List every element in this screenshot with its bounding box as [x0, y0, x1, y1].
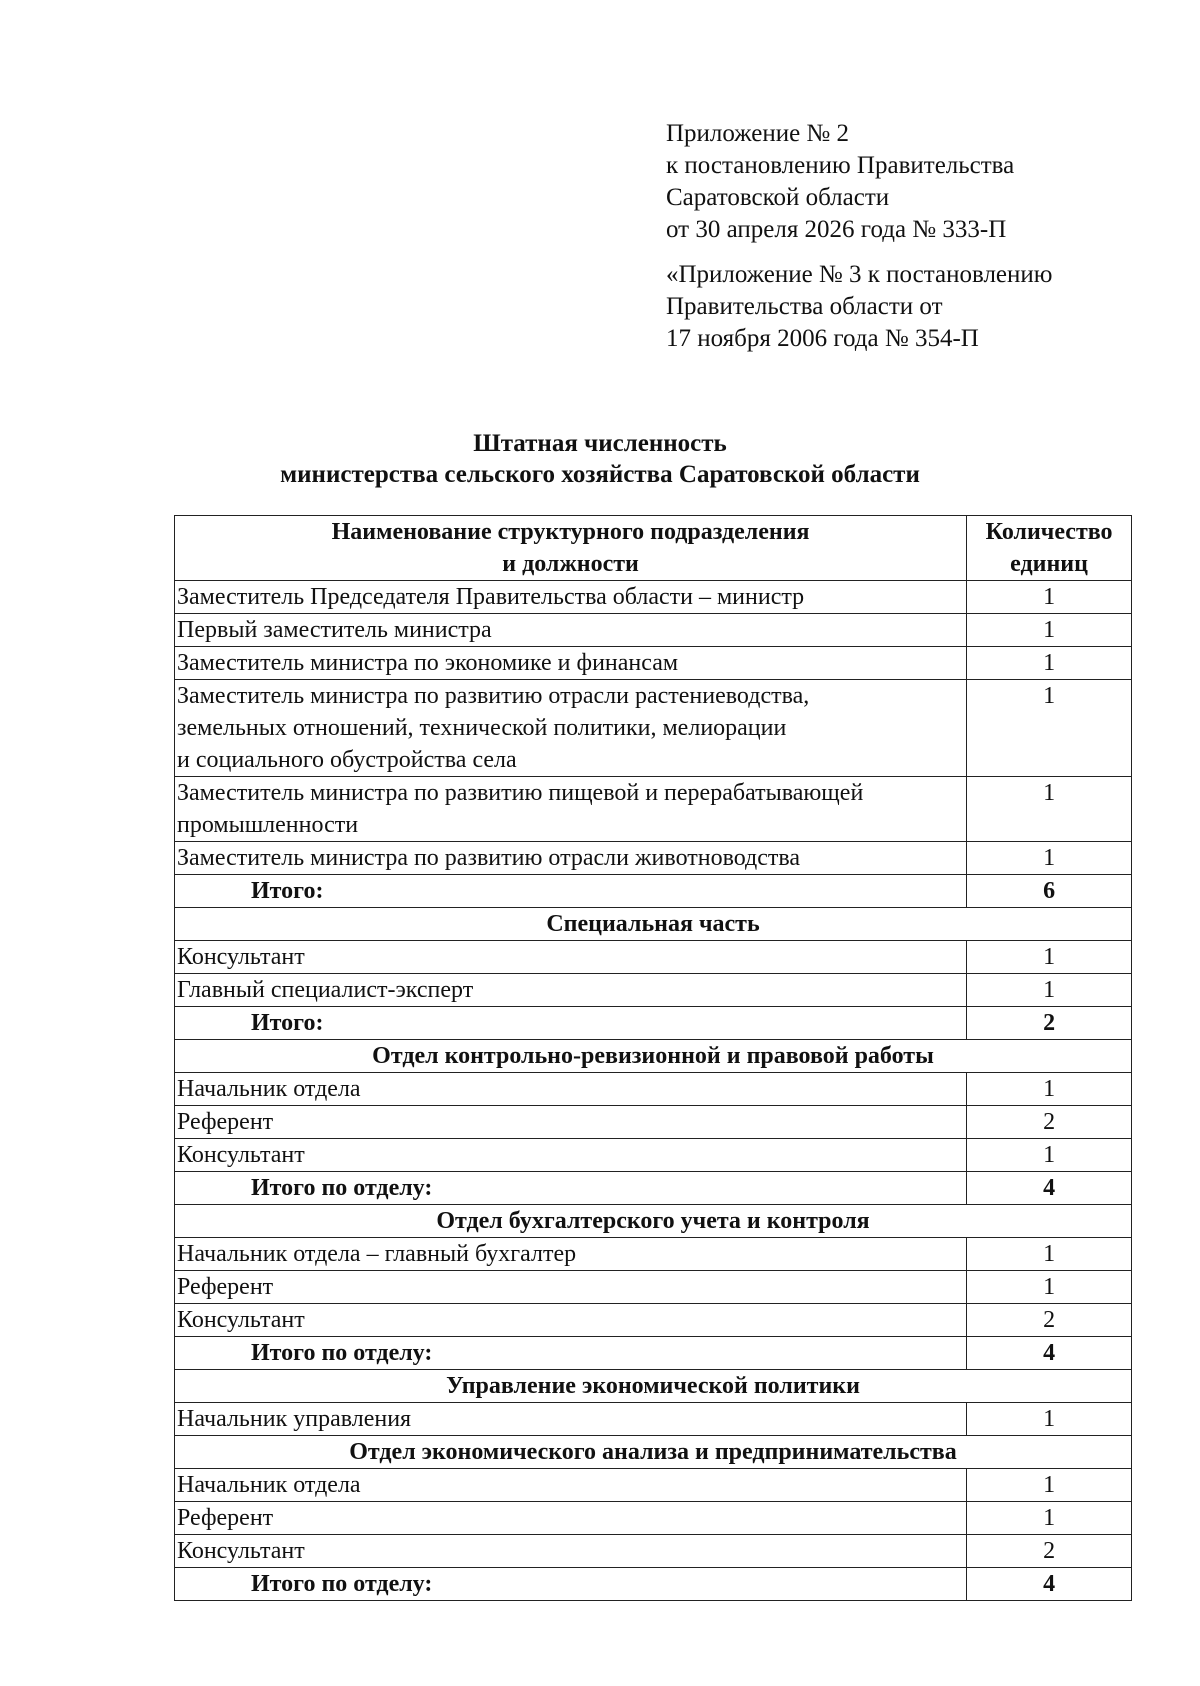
total-label: Итого по отделу:	[175, 1172, 967, 1205]
table-row	[175, 1271, 1132, 1304]
table-row	[175, 1535, 1132, 1568]
table-row	[175, 1403, 1132, 1436]
position-name-line: Референт	[177, 1505, 274, 1531]
table-row	[175, 1106, 1132, 1139]
section-row	[175, 1370, 1132, 1403]
annex-line: Саратовской области	[666, 184, 890, 211]
position-name	[175, 680, 967, 777]
position-quantity: 1	[967, 777, 1132, 842]
table-body	[175, 581, 1132, 1601]
section-title: Отдел контрольно-ревизионной и правовой работы	[175, 1040, 1132, 1073]
annex-line: Приложение № 2	[666, 120, 850, 147]
position-name-line: Заместитель министра по развитию пищевой и перерабатывающей	[177, 780, 864, 806]
total-quantity: 6	[967, 875, 1132, 908]
position-name-line: земельных отношений, технической политики, мелиорации	[177, 715, 787, 741]
table-row	[175, 647, 1132, 680]
section-title: Отдел экономического анализа и предпринимательства	[175, 1436, 1132, 1469]
total-label: Итого по отделу:	[175, 1568, 967, 1601]
position-name-line: Референт	[177, 1274, 274, 1300]
table-row	[175, 614, 1132, 647]
position-name-line: Заместитель Председателя Правительства области – министр	[177, 584, 805, 610]
position-name-line: Заместитель министра по развитию отрасли растениеводства,	[177, 683, 810, 709]
position-quantity: 1	[967, 1139, 1132, 1172]
position-name-line: Референт	[177, 1109, 274, 1135]
position-quantity: 2	[967, 1535, 1132, 1568]
header-qty-line: Количество	[985, 519, 1113, 545]
position-quantity: 1	[967, 1403, 1132, 1436]
position-name-line: Начальник отдела – главный бухгалтер	[177, 1241, 577, 1267]
annex-block-original	[666, 259, 1052, 355]
table-row	[175, 1304, 1132, 1337]
header-name	[175, 516, 967, 581]
total-row	[175, 1337, 1132, 1370]
table-row	[175, 974, 1132, 1007]
section-row	[175, 1205, 1132, 1238]
header-name-line: Наименование структурного подразделения	[331, 519, 810, 545]
position-name	[175, 1403, 967, 1436]
position-quantity: 1	[967, 842, 1132, 875]
table-row	[175, 941, 1132, 974]
position-name	[175, 1106, 967, 1139]
annex-line: от 30 апреля 2026 года № 333-П	[666, 216, 1007, 243]
title-line: министерства сельского хозяйства Саратовской области	[280, 461, 920, 488]
position-name	[175, 1073, 967, 1106]
position-name	[175, 614, 967, 647]
position-name-line: Консультант	[177, 944, 305, 970]
position-quantity: 2	[967, 1106, 1132, 1139]
position-quantity: 1	[967, 1271, 1132, 1304]
position-name	[175, 1502, 967, 1535]
total-quantity: 4	[967, 1337, 1132, 1370]
annex-header	[666, 118, 1052, 368]
section-title: Управление экономической политики	[175, 1370, 1132, 1403]
position-quantity: 1	[967, 647, 1132, 680]
annex-block-current	[666, 118, 1052, 246]
total-row	[175, 1172, 1132, 1205]
total-quantity: 4	[967, 1172, 1132, 1205]
header-quantity	[967, 516, 1132, 581]
section-title: Отдел бухгалтерского учета и контроля	[175, 1205, 1132, 1238]
position-name	[175, 842, 967, 875]
position-name-line: промышленности	[177, 812, 359, 838]
total-label: Итого:	[175, 875, 967, 908]
position-name-line: Консультант	[177, 1307, 305, 1333]
total-quantity: 2	[967, 1007, 1132, 1040]
position-name-line: Заместитель министра по экономике и финансам	[177, 650, 679, 676]
total-label: Итого по отделу:	[175, 1337, 967, 1370]
header-qty-line: единиц	[1010, 551, 1088, 577]
annex-line: к постановлению Правительства	[666, 152, 1015, 179]
table-row	[175, 777, 1132, 842]
position-name	[175, 647, 967, 680]
header-name-line: и должности	[502, 551, 639, 577]
staffing-table	[174, 515, 1132, 1601]
position-name-line: Консультант	[177, 1142, 305, 1168]
position-name	[175, 974, 967, 1007]
position-quantity: 1	[967, 1238, 1132, 1271]
position-quantity: 1	[967, 974, 1132, 1007]
position-name	[175, 777, 967, 842]
total-row	[175, 875, 1132, 908]
section-row	[175, 908, 1132, 941]
position-quantity: 1	[967, 941, 1132, 974]
annex-line: 17 ноября 2006 года № 354-П	[666, 325, 979, 352]
table-row	[175, 581, 1132, 614]
table-row	[175, 1502, 1132, 1535]
section-row	[175, 1436, 1132, 1469]
table-row	[175, 1139, 1132, 1172]
table-header-row	[175, 516, 1132, 581]
position-name-line: Начальник управления	[177, 1406, 412, 1432]
position-name	[175, 1469, 967, 1502]
table-row	[175, 842, 1132, 875]
position-quantity: 1	[967, 1502, 1132, 1535]
table-row	[175, 680, 1132, 777]
position-quantity: 1	[967, 680, 1132, 777]
position-name-line: Начальник отдела	[177, 1076, 361, 1102]
total-row	[175, 1007, 1132, 1040]
position-quantity: 2	[967, 1304, 1132, 1337]
position-name-line: и социального обустройства села	[177, 747, 517, 773]
position-quantity: 1	[967, 1469, 1132, 1502]
total-quantity: 4	[967, 1568, 1132, 1601]
position-name	[175, 1238, 967, 1271]
position-name	[175, 1271, 967, 1304]
position-name-line: Консультант	[177, 1538, 305, 1564]
position-name-line: Начальник отдела	[177, 1472, 361, 1498]
total-label: Итого:	[175, 1007, 967, 1040]
table-row	[175, 1469, 1132, 1502]
position-name	[175, 581, 967, 614]
position-name	[175, 1139, 967, 1172]
document-title	[0, 428, 1200, 490]
table-row	[175, 1073, 1132, 1106]
total-row	[175, 1568, 1132, 1601]
annex-line: «Приложение № 3 к постановлению	[666, 261, 1053, 288]
title-line: Штатная численность	[473, 430, 727, 457]
position-quantity: 1	[967, 1073, 1132, 1106]
position-name-line: Заместитель министра по развитию отрасли животноводства	[177, 845, 801, 871]
position-quantity: 1	[967, 581, 1132, 614]
position-quantity: 1	[967, 614, 1132, 647]
position-name	[175, 1535, 967, 1568]
position-name-line: Первый заместитель министра	[177, 617, 492, 643]
annex-line: Правительства области от	[666, 293, 943, 320]
position-name	[175, 1304, 967, 1337]
section-title: Специальная часть	[175, 908, 1132, 941]
table-row	[175, 1238, 1132, 1271]
section-row	[175, 1040, 1132, 1073]
position-name	[175, 941, 967, 974]
position-name-line: Главный специалист-эксперт	[177, 977, 474, 1003]
